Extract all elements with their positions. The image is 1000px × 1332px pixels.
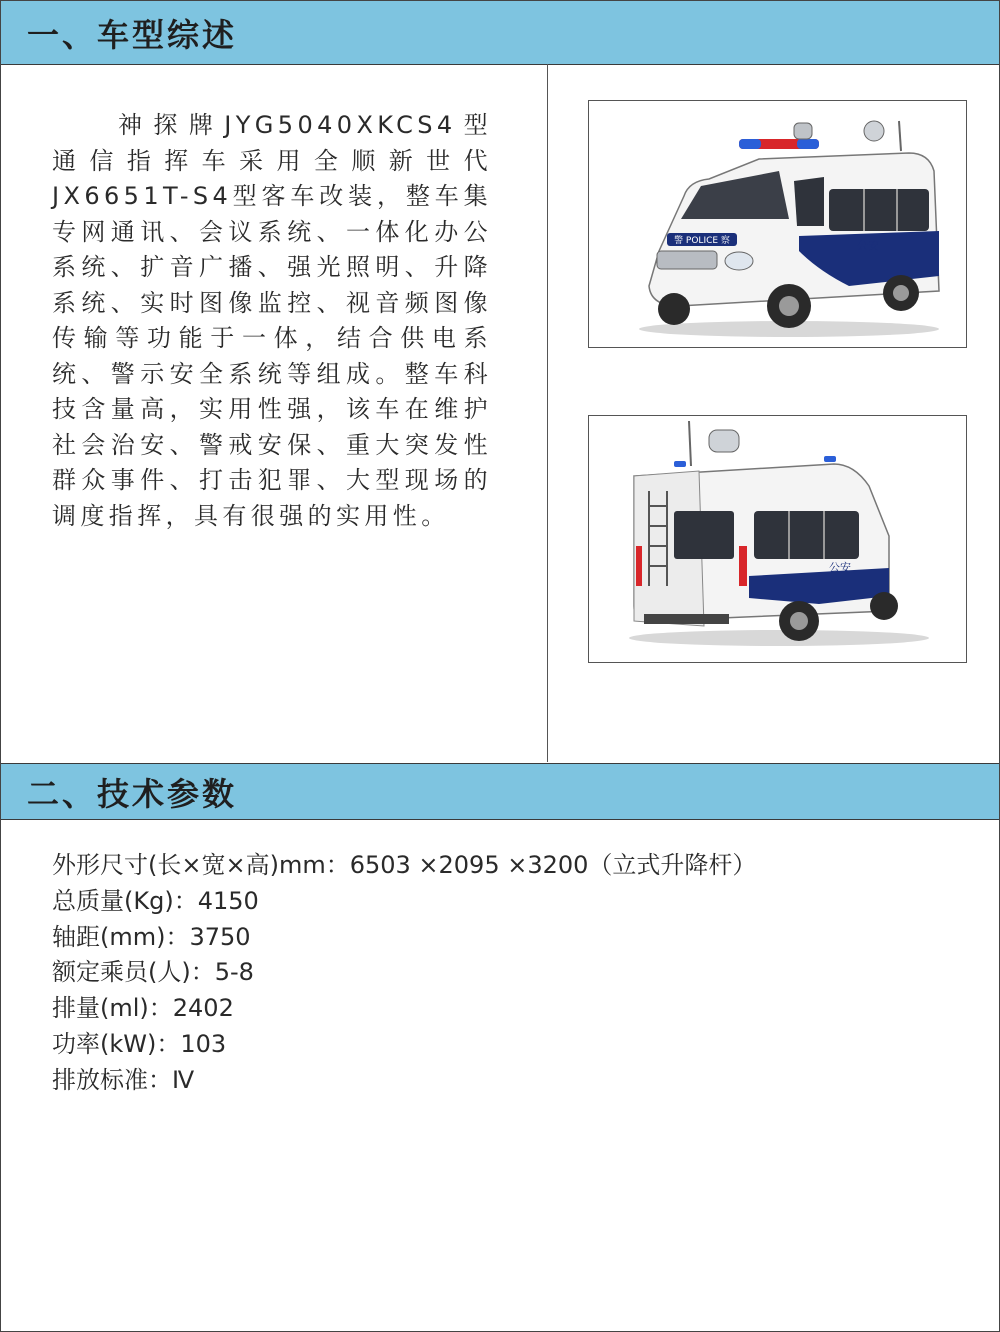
section-title-specs: 二、技术参数	[27, 774, 238, 813]
spec-list	[52, 848, 756, 1099]
spec-emission-standard: 排放标准：Ⅳ	[52, 1065, 195, 1094]
section-header-specs	[1, 763, 999, 820]
side-lettering-rear: 公安	[829, 561, 851, 574]
vehicle-photo-front	[588, 100, 967, 348]
side-lettering: 公安	[857, 239, 879, 252]
spec-dimensions: 外形尺寸(长×宽×高)mm：6503 ×2095 ×3200（立式升降杆）	[52, 851, 757, 879]
spec-displacement: 排量(ml)：2402	[52, 994, 234, 1023]
section-title-overview: 一、车型综述	[27, 15, 238, 54]
column-divider	[547, 64, 548, 762]
spec-seating: 额定乘员(人)：5-8	[52, 958, 254, 987]
vehicle-photo-rear	[588, 415, 967, 663]
spec-power: 功率(kW)：103	[52, 1029, 227, 1058]
police-badge-text: 警 POLICE 察	[674, 236, 730, 246]
spec-wheelbase: 轴距(mm)：3750	[52, 922, 251, 951]
section-header-overview	[1, 1, 999, 65]
overview-paragraph: 神探牌JYG5040XKCS4型通信指挥车采用全顺新世代JX6651T-S4型客车改装，整车集专网通讯、会议系统、一体化办公系统、扩音广播、强光照明、升降系统、实时图像监控、视音频图像传输等功能于一体，结合供电系统、警示安全系统等组成。整车科技含量高，实用性强，该车在维护社会治安、警戒安保、重大突发性群众事件、打击犯罪、大型现场的调度指挥，具有很强的实用性。	[52, 111, 492, 530]
spec-total-mass: 总质量(Kg)：4150	[52, 886, 259, 915]
